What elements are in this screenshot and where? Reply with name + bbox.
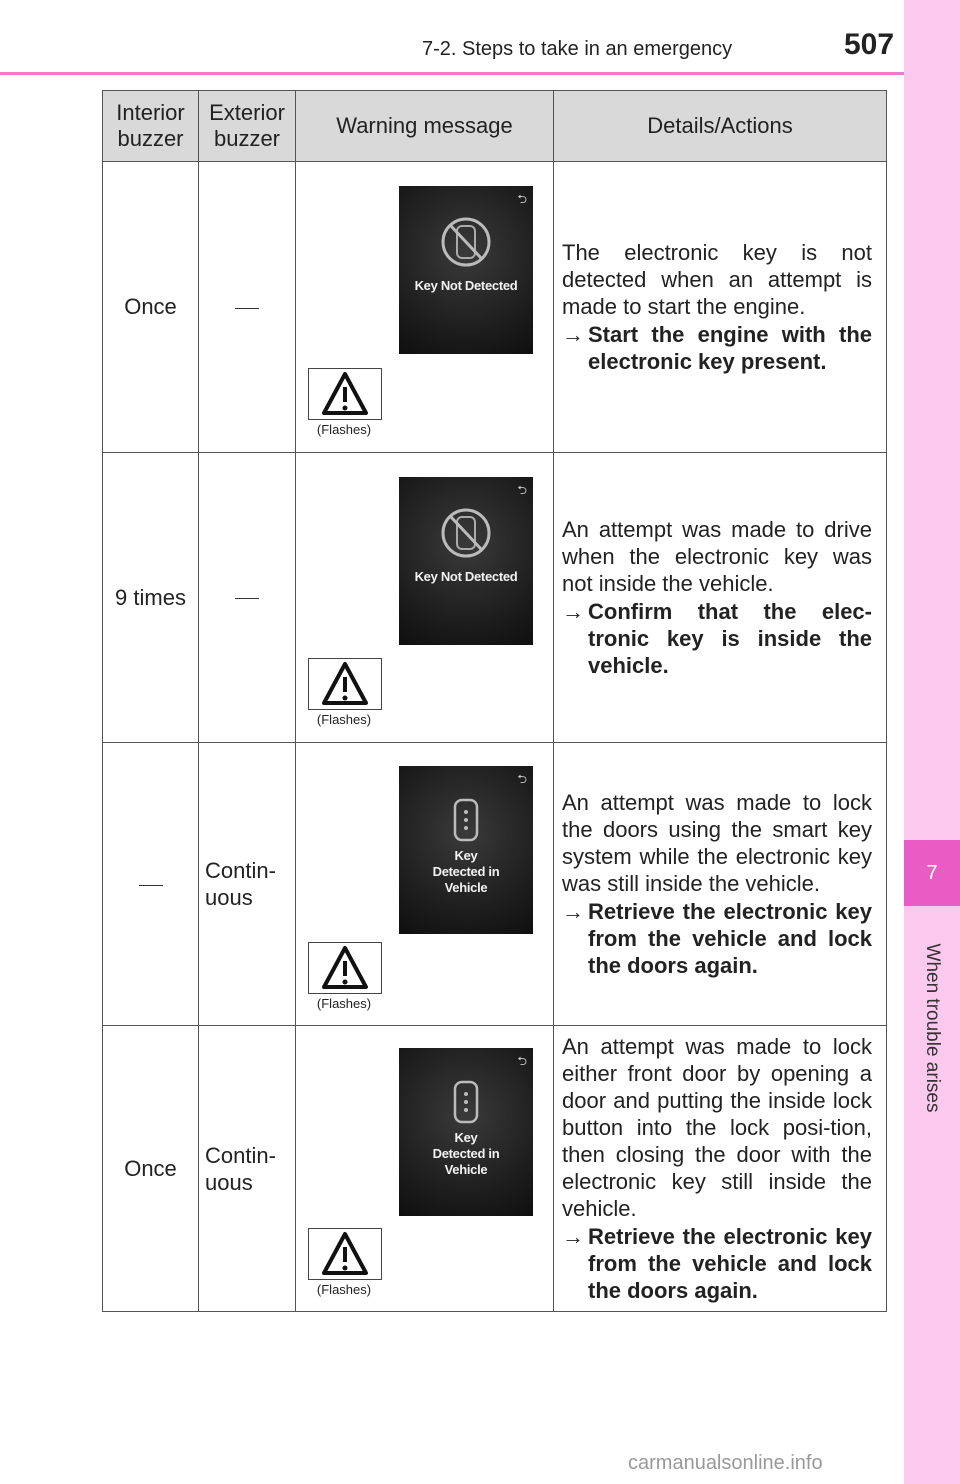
table-row (103, 453, 887, 743)
interior-buzzer-cell (103, 453, 199, 743)
chapter-label-text: When trouble arises (922, 943, 943, 1113)
arrow-icon: → (562, 599, 584, 624)
flashes-label: (Flashes) (316, 712, 372, 727)
warning-message-cell (296, 743, 554, 1026)
back-icon: ⮌ (517, 483, 527, 497)
warning-triangle-icon (309, 943, 381, 993)
table-header-row (103, 91, 887, 162)
back-icon: ⮌ (517, 772, 527, 786)
interior-buzzer-value: Once (124, 1155, 177, 1181)
flashes-label: (Flashes) (316, 996, 372, 1011)
display-screen (399, 477, 533, 645)
action-item (562, 1223, 872, 1304)
screen-text: Key Detected in Vehicle (432, 1130, 500, 1177)
exterior-buzzer-cell (199, 453, 296, 743)
warning-indicator-box (308, 1228, 382, 1280)
exterior-buzzer-value: Contin-uous (205, 1142, 276, 1195)
detail-text: An attempt was made to lock the doors using the smart key system while the electronic key was still inside the vehicle. (562, 790, 872, 896)
back-icon: ⮌ (517, 1054, 527, 1068)
detail-text: An attempt was made to drive when the electronic key was not inside the vehicle. (562, 517, 872, 596)
action-item (562, 598, 872, 679)
chapter-label (904, 912, 960, 1144)
section-title: 7-2. Steps to take in an emergency (422, 38, 733, 60)
page-number: 507 (844, 28, 895, 61)
interior-buzzer-cell (103, 1026, 199, 1312)
back-icon: ⮌ (517, 192, 527, 206)
warning-triangle-icon (309, 369, 381, 419)
action-item (562, 321, 872, 375)
table-row (103, 1026, 887, 1312)
interior-buzzer-cell (103, 162, 199, 453)
exterior-buzzer-cell (199, 1026, 296, 1312)
details-cell (554, 162, 887, 453)
table-row (103, 743, 887, 1026)
header-warning-message: Warning message (296, 91, 554, 162)
warning-table (102, 90, 887, 1312)
action-text: Start the engine with the electronic key present. (588, 322, 872, 374)
details-cell (554, 743, 887, 1026)
exterior-buzzer-cell (199, 162, 296, 453)
display-screen (399, 766, 533, 934)
display-screen (399, 1048, 533, 1216)
interior-buzzer-value: 9 times (115, 584, 186, 610)
watermark: carmanualsonline.info (628, 1452, 823, 1474)
exterior-buzzer-value: Contin-uous (205, 858, 276, 910)
none-dash (235, 598, 259, 599)
details-cell (554, 1026, 887, 1312)
screen-text: Key Not Detected (414, 278, 518, 293)
interior-buzzer-cell (103, 743, 199, 1026)
screen-text: Key Detected in Vehicle (432, 848, 500, 895)
side-tab (904, 0, 960, 1484)
warning-indicator-box (308, 658, 382, 710)
warning-triangle-icon (309, 659, 381, 709)
table-row (103, 162, 887, 453)
action-text: Confirm that the elec-tronic key is inside the vehicle. (588, 599, 872, 678)
arrow-icon: → (562, 322, 584, 347)
header-divider (0, 72, 904, 75)
action-text: Retrieve the electronic key from the vehicle and lock the doors again. (588, 899, 872, 978)
flashes-label: (Flashes) (316, 1282, 372, 1297)
screen-text: Key Not Detected (414, 569, 518, 584)
exterior-buzzer-cell (199, 743, 296, 1026)
none-dash (139, 885, 163, 886)
action-item (562, 898, 872, 979)
chapter-number: 7 (904, 840, 960, 906)
header-details-actions: Details/Actions (554, 91, 887, 162)
details-cell (554, 453, 887, 743)
flashes-label: (Flashes) (316, 422, 372, 437)
interior-buzzer-value: Once (124, 294, 177, 319)
warning-indicator-box (308, 942, 382, 994)
warning-triangle-icon (309, 1229, 381, 1279)
arrow-icon: → (562, 899, 584, 924)
none-dash (235, 308, 259, 309)
header-exterior-buzzer: Exterior buzzer (199, 91, 296, 162)
header-interior-buzzer: Interior buzzer (103, 91, 199, 162)
detail-text: An attempt was made to lock either front door by opening a door and putting the inside lock button into the lock posi-tion, then closing the door with the electronic key still inside the vehicle. (562, 1034, 872, 1221)
display-screen (399, 186, 533, 354)
key-not-detected-icon (399, 186, 533, 354)
warning-message-cell (296, 453, 554, 743)
warning-message-cell (296, 162, 554, 453)
detail-text: The electronic key is not detected when an attempt is made to start the engine. (562, 240, 872, 319)
warning-indicator-box (308, 368, 382, 420)
action-text: Retrieve the electronic key from the vehicle and lock the doors again. (588, 1224, 872, 1303)
arrow-icon: → (562, 1224, 584, 1249)
warning-message-cell (296, 1026, 554, 1312)
key-not-detected-icon (399, 477, 533, 645)
